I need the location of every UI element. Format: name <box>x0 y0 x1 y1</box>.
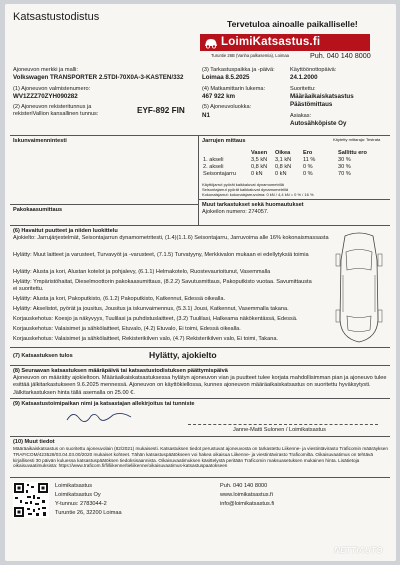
station-address: Turuntie 26B (Vanha palkasemia), Loimaa <box>211 53 289 58</box>
odometer-value: 467 922 km <box>202 93 236 100</box>
col-right: Oikea <box>275 150 291 156</box>
table-row: Seisontajarru 0 kN 0 kN 0 % 70 % <box>203 171 351 177</box>
footer-email[interactable]: info@loimikatsastus.fi <box>220 501 275 507</box>
station-phone: Puh. 040 140 8000 <box>310 51 371 60</box>
table-row: 1. akseli 3,5 kN 3,1 kN 11 % 30 % <box>203 157 351 163</box>
class-label: (5) Ajoneuvoluokka: <box>202 104 252 110</box>
divider <box>10 225 390 226</box>
car-logo-icon <box>203 35 219 50</box>
vin-label: (1) Ajoneuvon valmistenumero: <box>13 86 91 92</box>
customer-value: Autosähköpiste Oy <box>290 120 347 127</box>
findings-title: (6) Havaitut puutteet ja niiden luokittelu <box>13 228 118 234</box>
signer-name: Janne-Matti Sulonen / Loimikatsastus <box>233 427 326 433</box>
result-value: Hylätty, ajokielto <box>149 350 217 360</box>
table-row: 2. akseli 0,8 kN 0,8 kN 0 % 30 % <box>203 164 351 170</box>
finding-item: Hylätty: Akselistot, pyörät ja jousitus, Jousitus ja iskunvaimennus, (5.3.1) Jousi, Katkennut, Vasemmalla takana. <box>13 306 289 312</box>
inspection-type-value: Määräaikaiskatsastus <box>290 93 354 100</box>
document-title: Katsastustodistus <box>13 11 100 23</box>
first-use-value: 24.1.2000 <box>290 74 318 81</box>
next-inspection-title: (8) Seuraavan katsastuksen määräpäivä tai katsastustodistuksen päättymispäivä <box>13 368 228 374</box>
shock-test-title: Iskunvaimennintesti <box>13 138 67 144</box>
brake-note-2: Seisontajarrut pyörät kaikkaluvat dynamometrillä <box>202 187 289 192</box>
vin-value: WV1ZZZ70ZYH090282 <box>13 93 78 100</box>
brand-logo-text: LoimiKatsastus.fi <box>221 36 321 48</box>
finding-item: Korjauskehotus: Valaisimet ja sähkölaitteet, Rekisterikilven valo, (4.7) Rekisterikilven valo, Ei toimi, Takana. <box>13 336 278 342</box>
reg-value: EYF-892 FIN <box>137 106 185 115</box>
finding-item: Hylätty: Ympäristöhaitat, Dieselmoottorin pakokaasumittaus, (8.2.2) Savutusmittaus, Pakoputkisto vuotaa. Savumittausta ei suoritettu. <box>13 279 312 292</box>
footer-business-id: Y-tunnus: 2783044-2 <box>55 501 107 507</box>
finding-item: Korjauskehotus: Koesjo ja näkyvyys, Tuulilasi ja puhdistuslaitteet, (3.2) Tuulilasi, Halkeama näkökentässä, Edessä. <box>13 316 298 322</box>
divider <box>10 135 390 136</box>
divider <box>198 199 390 200</box>
signature-line <box>188 424 378 425</box>
brake-note: Käytetty mittaraja: Testrata <box>333 137 381 142</box>
col-allowed: Sallittu ero <box>338 150 367 156</box>
make-label: Ajoneuvon merkki ja malli: <box>13 67 78 73</box>
divider <box>10 365 390 366</box>
finding-item: Hylätty: Muut laitteet ja varusteet, Turvavyöt ja -varusteet, (7.1.5) Turvatyyny, Merkkivalon mukaan ei edellytyksiä toimia <box>13 252 309 258</box>
divider <box>10 398 390 399</box>
other-info-title: (10) Muut tiedot <box>13 439 55 445</box>
divider <box>10 347 390 348</box>
brake-note-3: Kokonaisjarrut: kokonaisjarruvoima: 0 kN / 4,4 kN = 0 % / 16 % <box>202 192 314 197</box>
exhaust-test-title: Pakokaasumittaus <box>13 207 63 213</box>
watermark-logo: NETTIAUTO <box>334 545 383 555</box>
other-info-body: Määräaikaiskatsastus on suoritettu ajoneuvolain (82/2021) mukaisesti. Katsastuksen tiedot perustuvat ajoneuvosta on tarkastettu Liikenne- ja viestintävirasto Traficomin määräyksen TRAFICOM/423528/03.04.03.00/2020 mukaiset kohteet. Tähän katsastuspäätökseen voi hakea oikaisua Liikenne- ja viestintävirasto Traficomilta. Oikaisuvaatimus on tehtävä kirjallisesti 30 päivän kuluessa katsastuspäätöksen tiedoksisaannista. Oikaisuvaatimuksen käsittelystä peritään Traficomin maksuasetuksen mukainen hinta. Lisätietoja oikaisuvaatimuksista: https://www.traficom.fi/fi/liikenne/tieliikenne/oikaisuvaatimus-katsastuspaatokseen <box>13 446 388 469</box>
signature-title: (9) Katsastustoimipaikan nimi ja katsastajan allekirjoitus tai tunniste <box>13 401 195 407</box>
divider <box>10 477 390 478</box>
welcome-text: Tervetuloa ainoalle paikalliselle! <box>227 19 358 29</box>
brake-note-1: Käyttöjarrut pyörät kaikkaluvat dynamometrillä <box>202 182 284 187</box>
other-checks-title: Muut tarkastukset sekä huomautukset <box>202 202 304 208</box>
reg-label: (2) Ajoneuvon rekisteritunnus ja rekisteriVallion kansallinen tunnus: <box>13 104 99 117</box>
date-value: Loimaa 8.5.2025 <box>202 74 250 81</box>
vehicle-diagram <box>335 230 383 348</box>
footer-company-legal: Loimikatsastus Oy <box>55 492 101 498</box>
odometer-label: (4) Matkamittarin lukema: <box>202 86 266 92</box>
divider <box>198 135 199 225</box>
finding-item: Hylätty: Alusta ja kori, Pakoputkisto, (6.1.2) Pakoputkisto, Katkennut, Edessä oikealla. <box>13 296 226 302</box>
next-inspection-body: Ajoneuvon on määrätty ajokieltoon. Määräaikaiskatsastuksessa hylätyn ajoneuvon vian ja puutteet tulee korjata mahdollisimman pian ja ajoneuvo tulee esittää jälkitarkastukseen 9.6.2025 mennessä. Ajoneuvon on käyttökiellossa, kunnes ajoneuvon määräaikaiskatsastus on suoritettu hyväksytysti. Jälkitarkastuksen hinta tällä asemalla on 25.00 €. <box>13 375 387 396</box>
order-number: Ajokeilon numero: 274057. <box>202 209 269 215</box>
emission-test-label: Päästömittaus <box>290 101 333 108</box>
brake-title: Jarrujen mittaus <box>202 138 246 144</box>
finding-item: Hylätty: Alusta ja kori, Alustan kotelot ja pohjalevy, (6.1.1) Helmakotelo, Ruostevaurioitunut, Vasemmalla <box>13 269 271 275</box>
finding-item: Korjauskehotus: Valaisimet ja sähkölaitteet, Etuvalo, (4.2) Etuvalo, Ei toimi, Edessä oikealla. <box>13 326 241 332</box>
divider <box>10 204 198 205</box>
make-value: Volkswagen TRANSPORTER 2.5TDI-70X0A-3-KASTEN/332 <box>13 74 184 81</box>
finding-item: Ajokielto: Jarrujärjestelmät, Seisontajarrun dynamometritesti, (1.4)(1.1.6) Seisontajarru, Jarruvoima alle 16% kokonaismassasta <box>13 235 329 241</box>
footer-phone: Puh. 040 140 8000 <box>220 483 268 489</box>
date-label: (3) Tarkastuspaikka ja -päivä: <box>202 67 275 73</box>
class-value: N1 <box>202 112 210 119</box>
inspection-certificate <box>5 4 396 561</box>
result-title: (7) Katsastuksen tulos <box>13 353 73 359</box>
divider <box>10 436 390 437</box>
footer-company: Loimikatsastus <box>55 483 92 489</box>
customer-label: Asiakas: <box>290 113 312 119</box>
inspection-type-label: Suoritettu: <box>290 86 316 92</box>
first-use-label: Käyttöönottopäivä: <box>290 67 337 73</box>
col-left: Vasen <box>251 150 268 156</box>
footer-address: Turuntie 26, 32200 Loimaa <box>55 510 122 516</box>
inspector-signature <box>65 406 135 426</box>
brake-table-header <box>202 150 377 157</box>
col-diff: Ero <box>303 150 313 156</box>
footer-website[interactable]: www.loimikatsastus.fi <box>220 492 273 498</box>
qr-code <box>13 482 49 518</box>
brake-table <box>202 150 377 178</box>
